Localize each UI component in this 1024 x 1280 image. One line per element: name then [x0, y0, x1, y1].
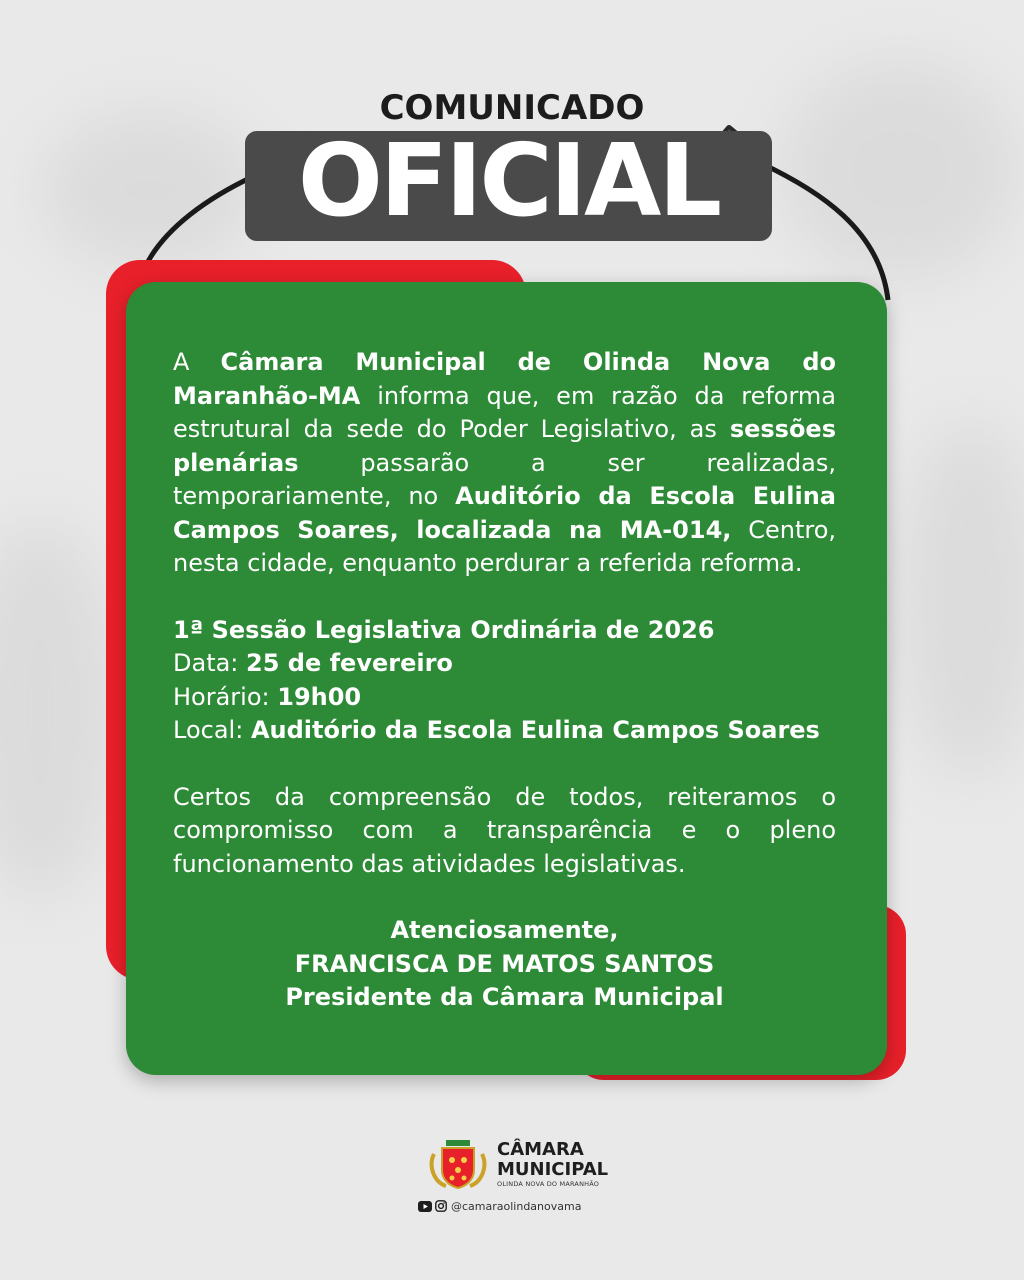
- intro-segment: Auditório da Escola Eulina Campos Soares, localizada na MA-014,: [173, 482, 836, 544]
- logo-wordmark: [497, 1140, 608, 1180]
- place-label: Local:: [173, 716, 244, 744]
- social-handle-row: [418, 1197, 581, 1215]
- social-handle: @camaraolindanovama: [451, 1199, 582, 1213]
- intro-segment: A: [173, 348, 221, 376]
- crest-icon: [428, 1136, 488, 1190]
- session-details: [173, 614, 836, 748]
- place-value: Auditório da Escola Eulina Campos Soares: [250, 716, 820, 744]
- intro-segment: informa que, em razão da reforma estrutural da sede do Poder Legislativo, as: [173, 381, 836, 443]
- intro-segment: passarão a ser realizadas, temporariamente, no: [173, 448, 836, 510]
- logo-subtitle: OLINDA NOVA DO MARANHÃO: [497, 1180, 600, 1188]
- time-value: 19h00: [277, 682, 362, 711]
- date-label: Data:: [173, 649, 239, 677]
- youtube-icon: [418, 1201, 432, 1212]
- intro-paragraph: [173, 346, 836, 581]
- logo-line2: MUNICIPAL: [497, 1159, 609, 1180]
- announcement-content: [173, 346, 836, 1015]
- signer-name: FRANCISCA DE MATOS SANTOS: [294, 949, 715, 978]
- intro-segment: Câmara Municipal de Olinda Nova do Maranhão-MA: [173, 348, 837, 410]
- logo-line1: CÂMARA: [497, 1139, 584, 1160]
- time-label: Horário:: [173, 682, 270, 711]
- closing-greeting: Atenciosamente,: [390, 916, 619, 944]
- session-title: 1ª Sessão Legislativa Ordinária de 2026: [173, 615, 715, 644]
- header-main-word: OFICIAL: [297, 122, 720, 239]
- header-top-line: COMUNICADO: [379, 88, 645, 128]
- closing-paragraph: Certos da compreensão de todos, reiteramos o compromisso com a transparência e o pleno funcionamento das atividades legislativas.: [173, 782, 836, 878]
- instagram-icon: [435, 1200, 447, 1212]
- intro-segment: sessões plenárias: [173, 415, 836, 477]
- signer-role: Presidente da Câmara Municipal: [285, 983, 724, 1011]
- intro-segment: Centro, nesta cidade, enquanto perdurar a referida reforma.: [173, 515, 837, 577]
- date-value: 25 de fevereiro: [246, 649, 453, 677]
